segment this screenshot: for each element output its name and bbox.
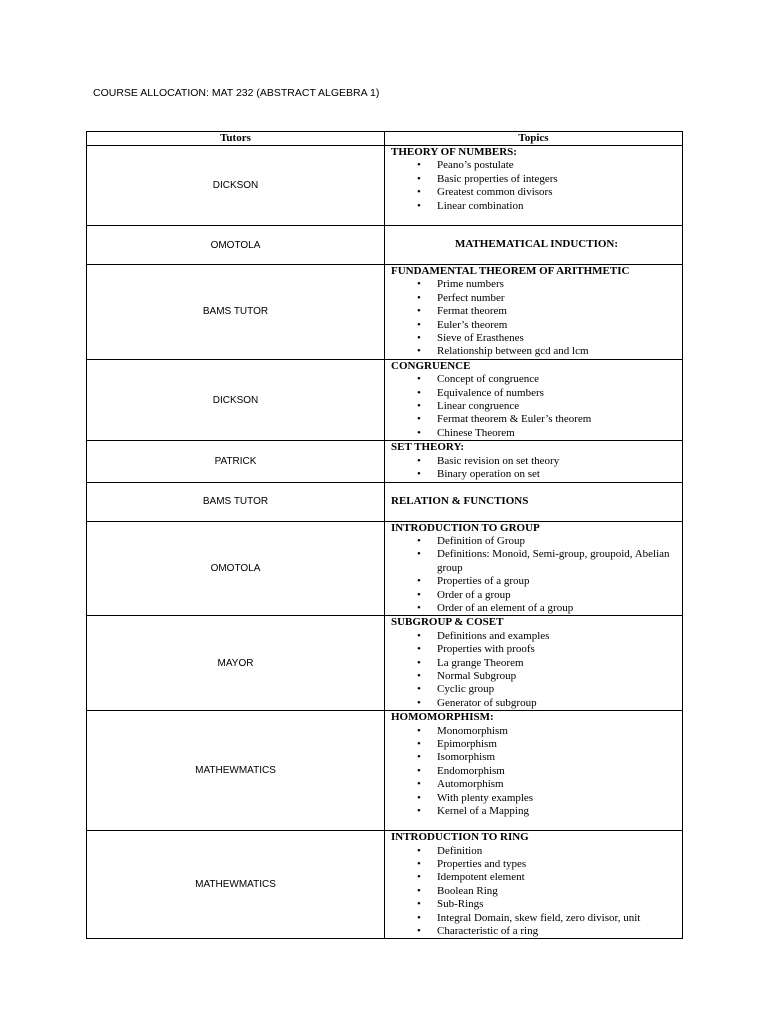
table-row xyxy=(87,359,683,440)
list-item: • Definition xyxy=(391,845,682,858)
tutor-cell: PATRICK xyxy=(87,441,385,482)
list-item: • Definitions and examples xyxy=(391,630,682,643)
list-item: • Euler’s theorem xyxy=(391,319,682,332)
list-item: • Properties with proofs xyxy=(391,643,682,656)
list-item: • Integral Domain, skew field, zero divisor, unit xyxy=(391,912,682,925)
list-item: • Cyclic group xyxy=(391,683,682,696)
list-item: • Linear congruence xyxy=(391,400,682,413)
topic-list xyxy=(391,455,682,482)
topic-heading: INTRODUCTION TO GROUP xyxy=(391,521,540,534)
list-item: • Properties and types xyxy=(391,858,682,871)
topic-list xyxy=(391,845,682,939)
topic-list xyxy=(391,725,682,819)
topic-cell xyxy=(385,441,683,482)
list-item: • Greatest common divisors xyxy=(391,186,682,199)
tutor-cell: MAYOR xyxy=(87,616,385,711)
topic-list xyxy=(391,373,682,440)
topic-cell xyxy=(385,265,683,360)
list-item: • Prime numbers xyxy=(391,278,682,291)
topic-list xyxy=(391,159,682,213)
list-item: • Definitions: Monoid, Semi-group, groupoid, Abelian group xyxy=(391,548,682,575)
table-row xyxy=(87,711,683,831)
list-item: • Order of an element of a group xyxy=(391,602,682,615)
tutor-cell: MATHEWMATICS xyxy=(87,711,385,831)
table-row xyxy=(87,265,683,360)
list-item: • Linear combination xyxy=(391,200,682,213)
topic-heading: MATHEMATICAL INDUCTION: xyxy=(454,238,619,251)
tutor-cell: OMOTOLA xyxy=(87,226,385,265)
topic-cell xyxy=(385,226,683,265)
list-item: • Kernel of a Mapping xyxy=(391,805,682,818)
list-item: • Fermat theorem & Euler’s theorem xyxy=(391,413,682,426)
table-row xyxy=(87,441,683,482)
topic-cell xyxy=(385,482,683,521)
list-item: • Equivalence of numbers xyxy=(391,387,682,400)
list-item: • Idempotent element xyxy=(391,871,682,884)
tutor-cell: DICKSON xyxy=(87,359,385,440)
list-item: • Properties of a group xyxy=(391,575,682,588)
table-row xyxy=(87,482,683,521)
tutor-cell: DICKSON xyxy=(87,146,385,226)
list-item: • Fermat theorem xyxy=(391,305,682,318)
table-header-row xyxy=(87,132,683,146)
topic-heading: SET THEORY: xyxy=(391,441,465,454)
list-item: • Normal Subgroup xyxy=(391,670,682,683)
tutor-cell: OMOTOLA xyxy=(87,521,385,616)
list-item: • Epimorphism xyxy=(391,738,682,751)
table-row xyxy=(87,616,683,711)
list-item: • Basic properties of integers xyxy=(391,173,682,186)
list-item: • Order of a group xyxy=(391,589,682,602)
list-item: • Definition of Group xyxy=(391,535,682,548)
list-item: • Generator of subgroup xyxy=(391,697,682,710)
topic-cell xyxy=(385,831,683,939)
list-item: • Endomorphism xyxy=(391,765,682,778)
list-item: • With plenty examples xyxy=(391,792,682,805)
list-item: • Characteristic of a ring xyxy=(391,925,682,938)
topic-heading: CONGRUENCE xyxy=(391,359,471,372)
topic-cell xyxy=(385,146,683,226)
topic-cell xyxy=(385,711,683,831)
topic-cell xyxy=(385,616,683,711)
table-row xyxy=(87,521,683,616)
list-item: • Sub-Rings xyxy=(391,898,682,911)
list-item: • Concept of congruence xyxy=(391,373,682,386)
topic-heading: HOMOMORPHISM: xyxy=(391,711,494,724)
course-allocation-table xyxy=(86,131,683,939)
tutor-cell: MATHEWMATICS xyxy=(87,831,385,939)
topic-heading: SUBGROUP & COSET xyxy=(391,616,504,629)
list-item: • Perfect number xyxy=(391,292,682,305)
topic-list xyxy=(391,630,682,710)
tutor-cell: BAMS TUTOR xyxy=(87,482,385,521)
table-row xyxy=(87,831,683,939)
list-item: • Peano’s postulate xyxy=(391,159,682,172)
table-row xyxy=(87,146,683,226)
topic-cell xyxy=(385,521,683,616)
topic-list xyxy=(391,535,682,615)
document-title: COURSE ALLOCATION: MAT 232 (ABSTRACT ALGEBRA 1) xyxy=(93,87,380,99)
list-item: • La grange Theorem xyxy=(391,657,682,670)
list-item: • Monomorphism xyxy=(391,725,682,738)
list-item: • Chinese Theorem xyxy=(391,427,682,440)
list-item: • Basic revision on set theory xyxy=(391,455,682,468)
tutors-column-header: Tutors xyxy=(87,132,385,146)
list-item: • Sieve of Erasthenes xyxy=(391,332,682,345)
topic-list xyxy=(391,278,682,358)
topic-heading: THEORY OF NUMBERS: xyxy=(391,146,517,158)
table-row xyxy=(87,226,683,265)
list-item: • Isomorphism xyxy=(391,751,682,764)
topic-heading: RELATION & FUNCTIONS xyxy=(391,494,529,507)
topic-cell xyxy=(385,359,683,440)
topics-column-header: Topics xyxy=(385,132,683,146)
list-item: • Automorphism xyxy=(391,778,682,791)
list-item: • Boolean Ring xyxy=(391,885,682,898)
topic-heading: FUNDAMENTAL THEOREM OF ARITHMETIC xyxy=(391,265,630,277)
tutor-cell: BAMS TUTOR xyxy=(87,265,385,360)
topic-heading: INTRODUCTION TO RING xyxy=(391,831,529,844)
list-item: • Relationship between gcd and lcm xyxy=(391,345,682,358)
list-item: • Binary operation on set xyxy=(391,468,682,481)
